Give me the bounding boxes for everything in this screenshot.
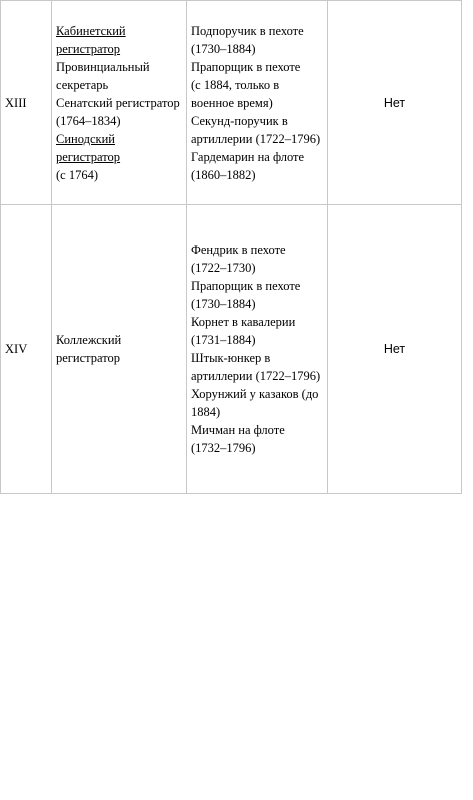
rank-cell: XIV <box>1 205 52 494</box>
civil-rank-line: Синодский регистратор <box>56 131 121 164</box>
military-rank-line: (1731–1884) <box>191 333 256 347</box>
military-rank-line: Прапорщик в пехоте <box>191 59 301 74</box>
military-rank-line: (с 1884, только в <box>191 77 280 92</box>
military-rank-line: военное время) <box>191 95 273 110</box>
nobility-cell: Нет <box>328 205 462 494</box>
military-ranks-cell <box>187 1 328 205</box>
rank-cell: XIII <box>1 1 52 205</box>
military-rank-line: артиллерии (1722–1796) <box>191 131 321 146</box>
military-rank-line: Мичман на флоте <box>191 423 285 437</box>
military-rank-line: (1860–1882) <box>191 167 256 182</box>
civil-rank-line: Кабинетский <box>56 23 126 38</box>
civil-rank-line: регистратор <box>56 41 121 56</box>
civil-rank-line: Коллежский <box>56 333 122 347</box>
military-rank-line: Фендрик в пехоте <box>191 243 286 257</box>
civil-rank-line: регистратор <box>56 351 121 365</box>
military-rank-line: артиллерии (1722–1796) <box>191 369 321 383</box>
military-rank-line: (1730–1884) <box>191 41 256 56</box>
military-ranks-cell <box>187 205 328 494</box>
military-rank-line: (1730–1884) <box>191 297 256 311</box>
civil-rank-line: Сенатский регистратор <box>56 95 180 110</box>
military-rank-line: 1884) <box>191 405 221 419</box>
civil-ranks-cell <box>52 205 187 494</box>
civil-rank-line: Провинциальный <box>56 59 150 74</box>
table-row <box>1 205 462 494</box>
civil-ranks-cell <box>52 1 187 205</box>
nobility-cell: Нет <box>328 1 462 205</box>
military-rank-line: (1722–1730) <box>191 261 256 275</box>
civil-rank-line: секретарь <box>56 77 109 92</box>
military-rank-line: Корнет в кавалерии <box>191 315 296 329</box>
military-rank-line: Хорунжий у казаков (до <box>191 387 319 401</box>
military-rank-line: Секунд-поручик в <box>191 113 288 128</box>
military-rank-line: Гардемарин на флоте <box>191 149 305 164</box>
military-rank-line: (1732–1796) <box>191 441 256 455</box>
civil-rank-line: (с 1764) <box>56 167 98 182</box>
military-rank-line: Прапорщик в пехоте <box>191 279 301 293</box>
military-rank-line: Штык-юнкер в <box>191 351 271 365</box>
civil-rank-line: (1764–1834) <box>56 113 121 128</box>
military-rank-line: Подпоручик в пехоте <box>191 23 304 38</box>
table-row <box>1 1 462 205</box>
